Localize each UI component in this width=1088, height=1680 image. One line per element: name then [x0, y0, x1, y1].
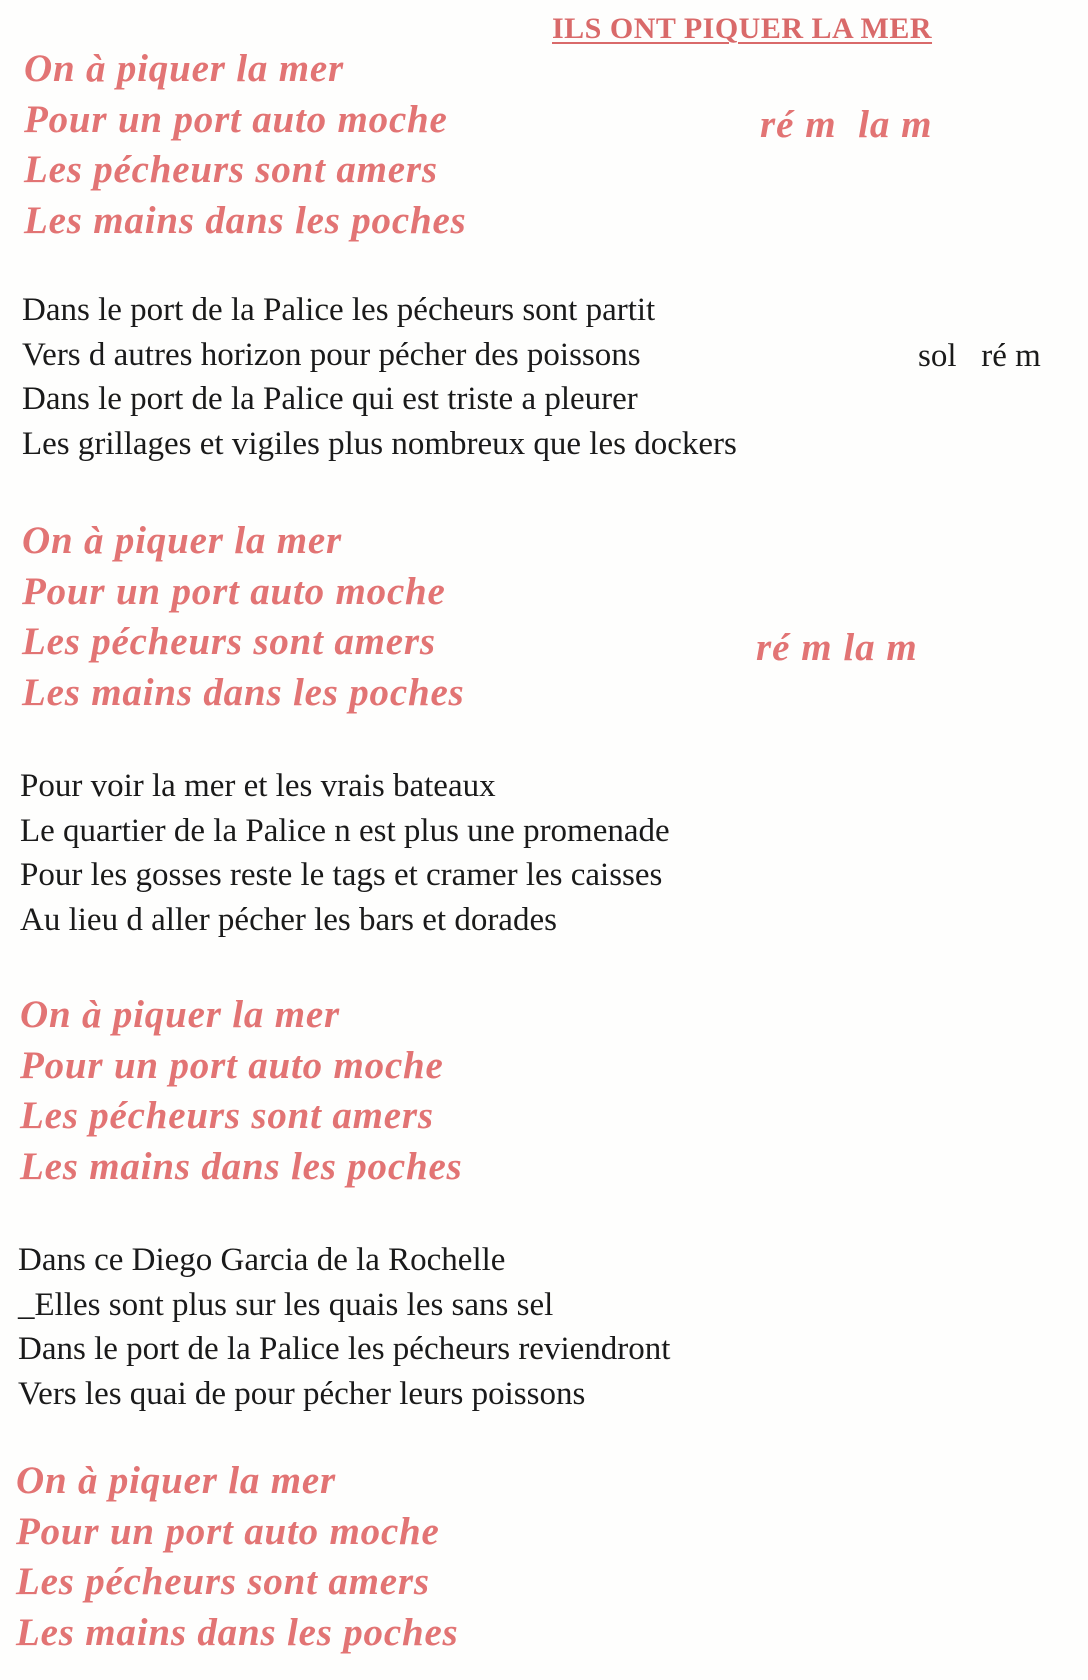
verse-line: Dans le port de la Palice les pécheurs reviendront	[18, 1331, 671, 1367]
verse-line: Dans le port de la Palice les pécheurs sont partit	[22, 292, 656, 328]
chorus-line: Pour un port auto moche	[24, 97, 448, 141]
verse-line: Pour les gosses reste le tags et cramer les caisses	[20, 857, 663, 893]
chorus-line: On à piquer la mer	[20, 993, 340, 1036]
verse-line: Dans ce Diego Garcia de la Rochelle	[18, 1242, 506, 1278]
chorus-line: Les mains dans les poches	[22, 670, 465, 714]
chorus-block-4	[16, 1456, 459, 1658]
chorus-line: Les pécheurs sont amers	[20, 1094, 434, 1137]
chorus-line: Les mains dans les poches	[20, 1144, 463, 1188]
chorus-block-1	[24, 44, 467, 246]
verse-line: Le quartier de la Palice n est plus une promenade	[20, 812, 670, 849]
verse-line: Les grillages et vigiles plus nombreux que les dockers	[22, 425, 737, 462]
chord-annotation-chorus-2: ré m la m	[756, 626, 918, 669]
song-title: ILS ONT PIQUER LA MER	[552, 12, 933, 45]
chorus-line: Les pécheurs sont amers	[22, 620, 436, 663]
chorus-line: Les mains dans les poches	[16, 1610, 459, 1654]
chorus-line: On à piquer la mer	[16, 1459, 336, 1502]
verse-line: Vers les quai de pour pécher leurs poissons	[18, 1375, 586, 1412]
chorus-line: Les pécheurs sont amers	[16, 1560, 430, 1603]
chord-annotation-chorus-1: ré m la m	[760, 103, 933, 146]
chorus-line: Les pécheurs sont amers	[24, 148, 438, 191]
verse-line: Au lieu d aller pécher les bars et dorades	[20, 901, 557, 938]
chord-annotation-verse-1: sol ré m	[918, 338, 1041, 374]
verse-block-2	[20, 764, 670, 942]
verse-line: Vers d autres horizon pour pécher des poissons	[22, 336, 641, 373]
chorus-block-3	[20, 990, 463, 1192]
verse-block-3	[18, 1238, 670, 1416]
chorus-line: Pour un port auto moche	[16, 1509, 440, 1553]
chorus-line: Pour un port auto moche	[20, 1043, 444, 1087]
chorus-line: On à piquer la mer	[22, 519, 342, 562]
chorus-line: On à piquer la mer	[24, 47, 344, 90]
chorus-block-2	[22, 516, 465, 718]
chorus-line: Les mains dans les poches	[24, 198, 467, 242]
verse-line: Pour voir la mer et les vrais bateaux	[20, 768, 496, 804]
verse-line: Dans le port de la Palice qui est triste a pleurer	[22, 381, 638, 417]
verse-block-1	[22, 288, 737, 466]
verse-line: _Elles sont plus sur les quais les sans sel	[18, 1286, 554, 1323]
chorus-line: Pour un port auto moche	[22, 569, 446, 613]
